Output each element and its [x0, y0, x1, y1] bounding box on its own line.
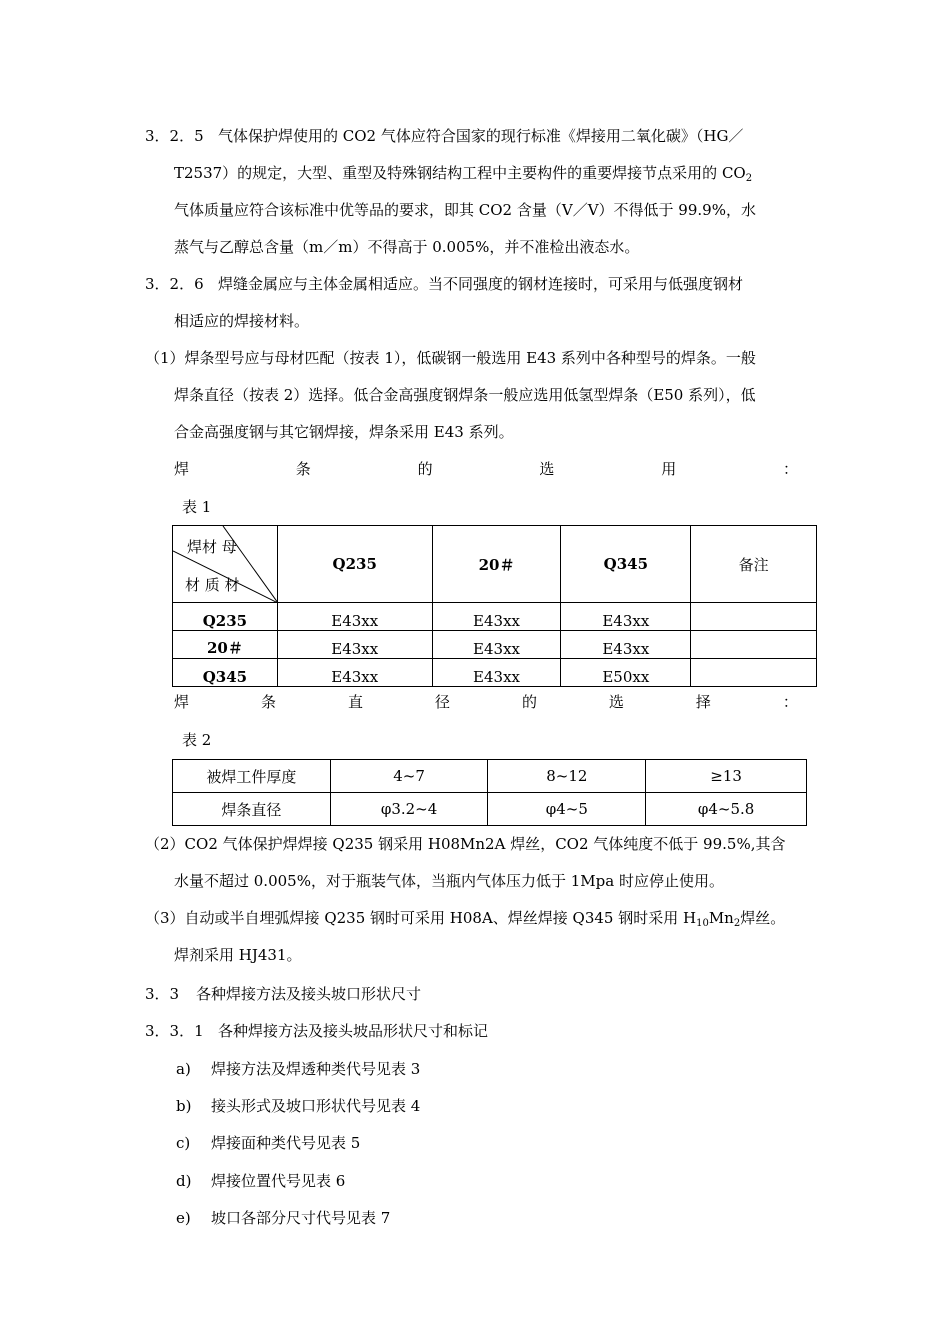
paragraph-line: 水量不超过 0.005%，对于瓶装气体，当瓶内气体压力低于 1Mpa 时应停止使用。: [174, 872, 724, 890]
table-row: [173, 603, 817, 631]
table-cell: E50xx: [561, 659, 691, 687]
table1-header: 备注: [691, 526, 817, 603]
paragraph-line: 焊缝金属应与主体金属相适应。当不同强度的钢材连接时，可采用与低强度钢材: [218, 275, 744, 293]
table-cell: E43xx: [277, 631, 432, 659]
heading-electrode-diameter: 焊 条 直 径 的 选 择 ：: [174, 693, 798, 711]
table2-caption: 表 2: [182, 731, 212, 749]
corner-label-bottom: 材 质 材: [185, 576, 240, 594]
table-cell: E43xx: [432, 603, 561, 631]
table-cell: E43xx: [277, 603, 432, 631]
corner-label-top: 焊材 母: [187, 538, 237, 556]
table1-header: Q345: [561, 526, 691, 603]
table-row: [173, 760, 807, 793]
list-marker: b): [176, 1097, 192, 1115]
table-cell: E43xx: [561, 603, 691, 631]
list-item: 接头形式及坡口形状代号见表 4: [211, 1097, 421, 1115]
section-title: 各种焊接方法及接头坡口形状尺寸: [196, 985, 422, 1003]
row-label: 被焊工件厚度: [173, 760, 331, 793]
table-cell: [691, 659, 817, 687]
heading-electrode-selection: 焊 条 的 选 用 ：: [174, 460, 798, 478]
list-marker: a): [176, 1060, 191, 1078]
section-title: 各种焊接方法及接头坡品形状尺寸和标记: [218, 1022, 489, 1040]
table1-caption: 表 1: [182, 498, 212, 516]
table-cell: [691, 603, 817, 631]
paragraph-line: 相适应的焊接材料。: [174, 312, 310, 330]
paragraph-line: T2537）的规定，大型、重型及特殊钢结构工程中主要构件的重要焊接节点采用的 $CO_2$: [174, 164, 753, 184]
section-number-3-3: 3．3: [145, 985, 180, 1003]
table-row: [173, 631, 817, 659]
table-cell: E43xx: [432, 631, 561, 659]
list-item: 坡口各部分尺寸代号见表 7: [211, 1209, 391, 1227]
table-cell: E43xx: [432, 659, 561, 687]
paragraph-line: （2）CO2 气体保护焊焊接 Q235 钢采用 H08Mn2A 焊丝，CO2 气体纯度不低于 99.5%,其含: [145, 835, 786, 853]
table1-corner-cell: [173, 526, 278, 603]
table-cell: 4~7: [330, 760, 488, 793]
table-cell: E43xx: [561, 631, 691, 659]
table-row: [173, 793, 807, 826]
table1-header: 20＃: [432, 526, 561, 603]
table-2: [172, 759, 807, 826]
table-cell: E43xx: [277, 659, 432, 687]
section-number-3-3-1: 3．3．1: [145, 1022, 204, 1040]
row-label: 20＃: [173, 631, 278, 659]
list-marker: e): [176, 1209, 191, 1227]
paragraph-line: 蒸气与乙醇总含量（m／m）不得高于 0.005%，并不准检出液态水。: [174, 238, 640, 256]
list-item: 焊接方法及焊透种类代号见表 3: [211, 1060, 421, 1078]
table-1: [172, 525, 817, 687]
table-row: [173, 659, 817, 687]
list-marker: d): [176, 1172, 192, 1190]
paragraph-line: （3）自动或半自埋弧焊接 Q235 钢时可采用 H08A、焊丝焊接 Q345 钢时采用 $H_{10}Mn_2$焊丝。: [145, 909, 786, 929]
list-marker: c): [176, 1134, 191, 1152]
paragraph-line: 气体质量应符合该标准中优等品的要求，即其 CO2 含量（V／V）不得低于 99.9%，水: [174, 201, 756, 219]
section-number-3-2-6: 3．2．6: [145, 275, 204, 293]
paragraph-line: 气体保护焊使用的 CO2 气体应符合国家的现行标准《焊接用二氧化碳》（HG／: [218, 127, 744, 145]
table1-header: Q235: [277, 526, 432, 603]
paragraph-line: 焊剂采用 HJ431。: [174, 946, 302, 964]
list-item: 焊接面种类代号见表 5: [211, 1134, 361, 1152]
paragraph-line: （1）焊条型号应与母材匹配（按表 1），低碳钢一般选用 E43 系列中各种型号的焊条。一般: [145, 349, 756, 367]
table-cell: φ4~5: [488, 793, 646, 826]
row-label: Q235: [173, 603, 278, 631]
paragraph-line: 合金高强度钢与其它钢焊接，焊条采用 E43 系列。: [174, 423, 514, 441]
list-item: 焊接位置代号见表 6: [211, 1172, 346, 1190]
table-cell: [691, 631, 817, 659]
table-cell: 8~12: [488, 760, 646, 793]
paragraph-line: 焊条直径（按表 2）选择。低合金高强度钢焊条一般应选用低氢型焊条（E50 系列），低: [174, 386, 756, 404]
table-cell: φ4~5.8: [646, 793, 807, 826]
table-cell: ≥13: [646, 760, 807, 793]
row-label: Q345: [173, 659, 278, 687]
row-label: 焊条直径: [173, 793, 331, 826]
table-cell: φ3.2~4: [330, 793, 488, 826]
section-number-3-2-5: 3．2．5: [145, 127, 204, 145]
